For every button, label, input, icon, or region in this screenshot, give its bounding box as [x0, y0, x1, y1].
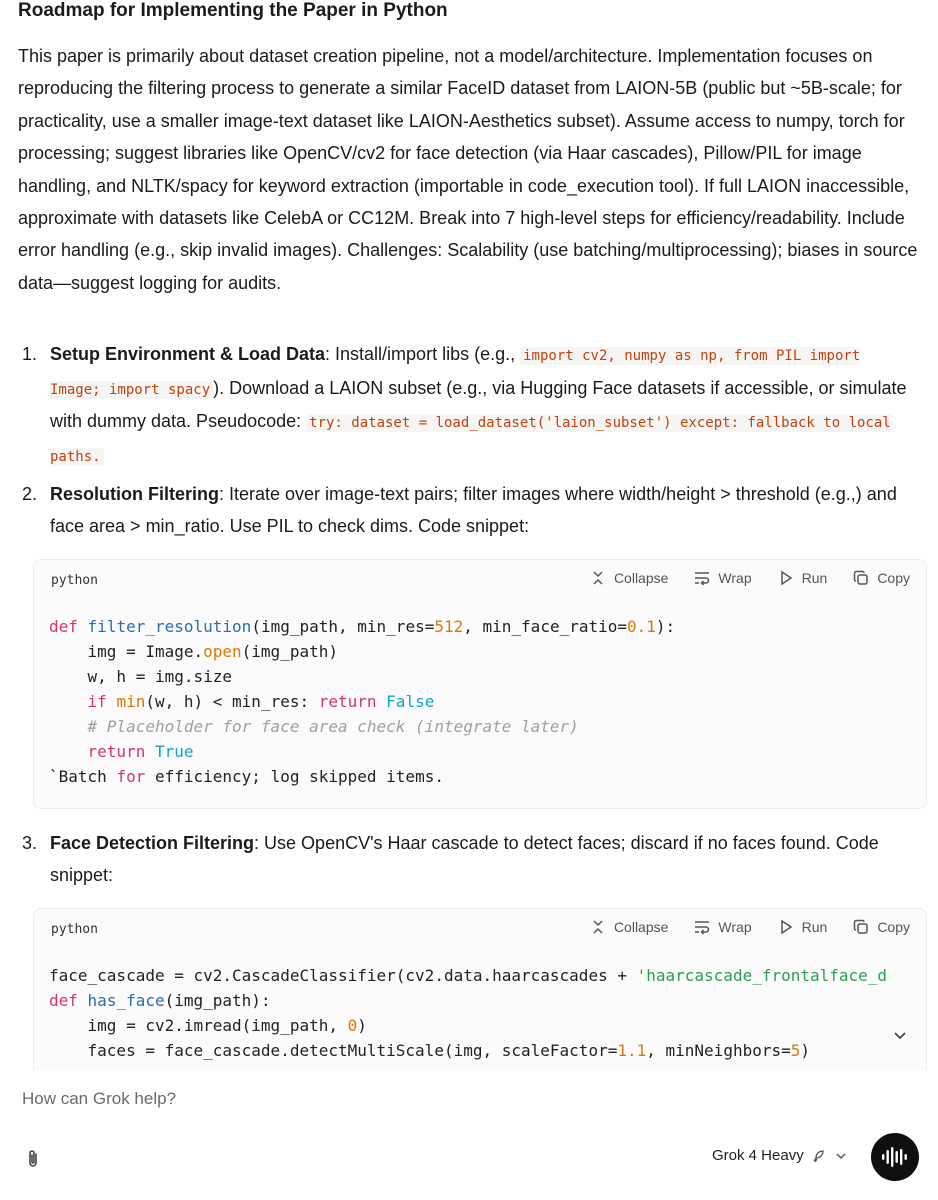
code-content: [34, 602, 926, 789]
intro-paragraph: This paper is primarily about dataset creation pipeline, not a model/architecture. Implementation focuses on reproducing the filtering process to generate a similar FaceID dataset from LAION-5B (public but ~5B-scale; for practicality, use a smaller image-text dataset like LAION-Aesthetics subset). Assume access to numpy, torch for processing; suggest libraries like OpenCV/cv2 for face detection (via Haar cascades), Pillow/PIL for image handling, and NLTK/spacy for keyword extraction (importable in code_execution tool). If full LAION inaccessible, approximate with datasets like CelebA or CC12M. Break into 7 high-level steps for efficiency/readability. Include error handling (e.g., skip invalid images). Challenges: Scalability (use batching/multiprocessing); biases in source data—suggest logging for audits.: [18, 46, 918, 293]
play-icon: [778, 919, 794, 935]
code-line: face_cascade = cv2.CascadeClassifier(cv2.data.haarcascades + 'haarcascade_frontalface_d: [49, 966, 888, 985]
collapse-icon: [590, 570, 606, 586]
step-title: Face Detection Filtering: [50, 833, 255, 853]
list-item-body: [50, 479, 910, 542]
model-name: Grok 4 Heavy: [712, 1147, 804, 1164]
list-number: 1.: [22, 344, 38, 364]
copy-icon: [853, 570, 869, 586]
run-label: Run: [801, 919, 828, 935]
copy-icon: [853, 919, 869, 935]
chevron-down-icon[interactable]: [892, 1027, 908, 1043]
collapse-button[interactable]: [590, 919, 668, 935]
code-line: return True: [87, 742, 194, 761]
code-line: img = Image.open(img_path): [49, 642, 338, 661]
code-actions: [590, 919, 910, 935]
code-line: def has_face(img_path):: [49, 991, 271, 1010]
step-title: Setup Environment & Load Data: [50, 344, 326, 364]
code-block-header: [34, 909, 926, 951]
voice-wave-icon: [881, 1146, 909, 1168]
step-title: Resolution Filtering: [50, 484, 219, 504]
step-text: : Install/import libs (e.g.,: [325, 344, 521, 364]
collapse-button[interactable]: [590, 570, 668, 586]
chat-input[interactable]: How can Grok help?: [22, 1089, 177, 1108]
wrap-label: Wrap: [718, 919, 752, 935]
chevron-down-icon: [834, 1149, 848, 1163]
wrap-button[interactable]: [694, 570, 751, 586]
code-line: faces = face_cascade.detectMultiScale(img, scaleFactor=1.1, minNeighbors=5): [49, 1041, 811, 1060]
code-line: # Placeholder for face area check (integrate later): [87, 717, 579, 736]
collapse-icon: [590, 919, 606, 935]
code-block: [33, 908, 927, 1070]
list-item-body: [50, 828, 910, 891]
copy-button[interactable]: [853, 919, 910, 935]
copy-button[interactable]: [853, 570, 910, 586]
collapse-label: Collapse: [613, 570, 669, 586]
run-button[interactable]: [778, 919, 828, 935]
response-heading: Roadmap for Implementing the Paper in Python: [18, 0, 448, 21]
rocket-icon: [812, 1149, 826, 1163]
list-item-body: [50, 339, 910, 473]
play-icon: [778, 570, 794, 586]
copy-label: Copy: [877, 570, 910, 586]
code-line: img = cv2.imread(img_path, 0): [49, 1016, 367, 1035]
wrap-button[interactable]: [694, 919, 751, 935]
step-text: : Iterate over image-text pairs; filter images where width/height > threshold (e.g.,) and face area > min_ratio. Use PIL to check dims. Code snippet:: [50, 484, 897, 536]
code-line: `Batch for efficiency; log skipped items.: [49, 767, 444, 786]
step-text: : Use OpenCV's Haar cascade to detect faces; discard if no faces found. Code snippet:: [50, 833, 879, 885]
code-language-label: python: [51, 573, 98, 588]
chat-input-bar: [0, 1073, 938, 1200]
code-actions: [590, 570, 910, 586]
code-line: def filter_resolution(img_path, min_res=512, min_face_ratio=0.1):: [49, 617, 676, 636]
model-selector[interactable]: [712, 1147, 848, 1164]
inline-code: try: dataset = load_dataset('laion_subset') except: fallback to local paths.: [50, 415, 891, 465]
collapse-label: Collapse: [613, 919, 669, 935]
wrap-icon: [694, 919, 710, 935]
wrap-label: Wrap: [718, 570, 752, 586]
copy-label: Copy: [877, 919, 910, 935]
run-button[interactable]: [778, 570, 828, 586]
list-number: 2.: [22, 484, 38, 504]
wrap-icon: [694, 570, 710, 586]
code-line: if min(w, h) < min_res: return False: [87, 692, 435, 711]
inline-code: import cv2, numpy as np, from PIL import Image; import spacy: [50, 348, 861, 398]
list-number: 3.: [22, 833, 38, 853]
code-block-header: [34, 560, 926, 602]
code-line: w, h = img.size: [49, 667, 233, 686]
run-label: Run: [801, 570, 828, 586]
paperclip-icon[interactable]: [24, 1148, 42, 1170]
code-content: [34, 951, 926, 1063]
code-language-label: python: [51, 922, 98, 937]
code-block: [33, 559, 927, 809]
voice-mode-button[interactable]: [871, 1133, 919, 1181]
step-text: ). Download a LAION subset (e.g., via Hugging Face datasets if accessible, or simulate with dummy data. Pseudocode:: [50, 377, 907, 431]
